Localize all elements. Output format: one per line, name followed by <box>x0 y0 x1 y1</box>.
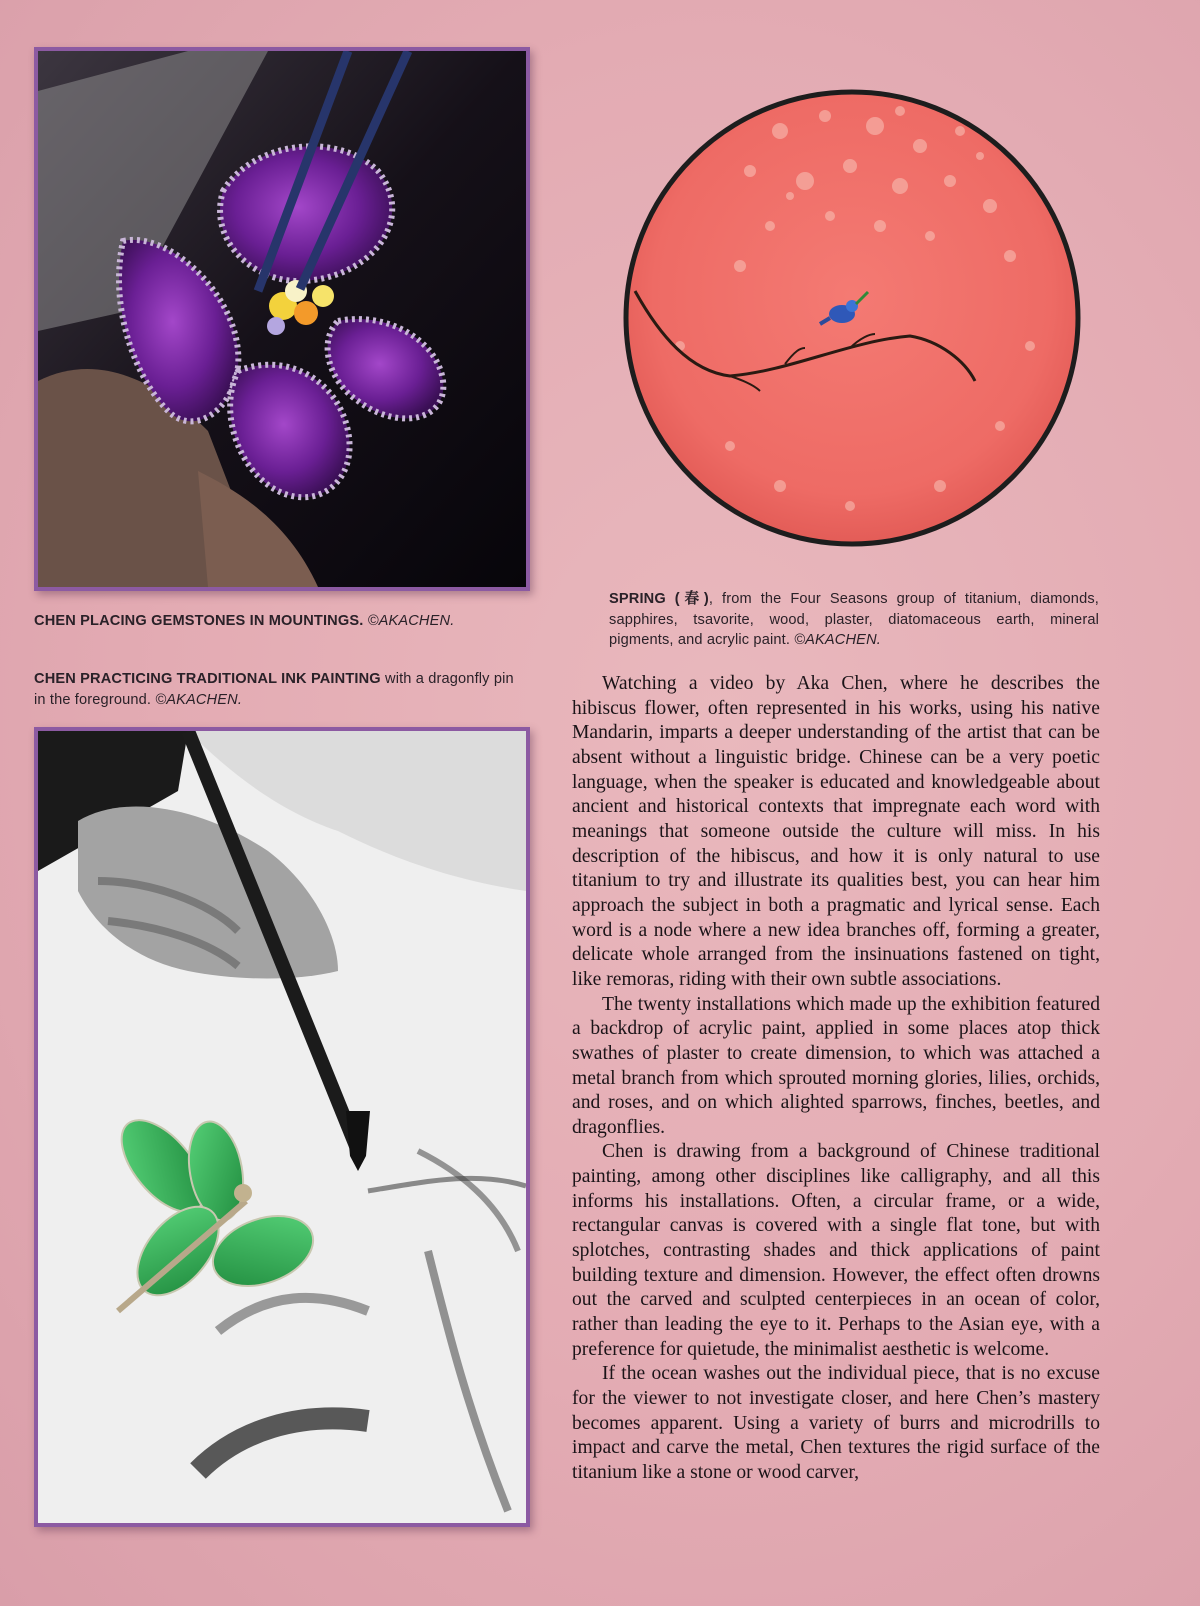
photo-credit: ©AKACHEN. <box>367 613 455 629</box>
article-paragraph: If the ocean washes out the individual piece, that is no excuse for the viewer to not investigate closer, and here Chen’s mastery becomes apparent. Using a variety of burrs and microdrills to impact and carve the metal, Chen textures the rigid surface of the titanium like a stone or wood carver, <box>572 1363 1100 1483</box>
caption-lead: CHEN PRACTICING TRADITIONAL INK PAINTING <box>34 671 381 687</box>
article-body <box>572 672 1100 1486</box>
article-paragraph: Watching a video by Aka Chen, where he describes the hibiscus flower, often represented in his works, using his native Mandarin, imparts a deeper understanding of the artist that can be absent without a linguistic bridge. Chinese can be a very poetic language, when the speaker is educated and knowledgeable about ancient and historical contexts that impregnate each word with meanings that someone outside the culture will miss. In his description of the hibiscus, and how it is only natural to use titanium to try and illustrate its qualities best, you can hear him approach the subject in both a pragmatic and lyrical sense. Each word is a node where a new idea branches off, forming a greater, delicate whole arranged from the insinuations fastened on tight, like remoras, riding with their own subtle associations. <box>572 673 1100 990</box>
ink-painting-photo-caption <box>34 669 529 710</box>
article-paragraph: The twenty installations which made up the exhibition featured a backdrop of acrylic paint, applied in some places atop thick swathes of plaster to create dimension, to which was attached a metal branch from which sprouted morning glories, lilies, orchids, and roses, and on which alighted sparrows, finches, beetles, and dragonflies. <box>572 993 1100 1138</box>
caption-body: , from the Four Seasons group of titanium, diamonds, sapphires, tsavorite, wood, plaster, diatomaceous earth, mineral pigments, and acrylic paint. <box>609 591 1099 648</box>
caption-lead: SPRING (春) <box>609 591 709 607</box>
caption-lead: CHEN PLACING GEMSTONES IN MOUNTINGS. <box>34 613 364 629</box>
gemstone-mounting-illustration <box>38 51 526 587</box>
article-paragraph: Chen is drawing from a background of Chinese traditional painting, among other disciplines like calligraphy, and all this informs his installations. Often, a circular frame, or a wide, rectangular canvas is covered with a single flat tone, but with splotches, contrasting shades and thick applications of paint building texture and dimension. However, the effect often drowns out the carved and sculpted centerpieces in an ocean of color, rather than leading the eye to it. Perhaps to the Asian eye, with a preference for quietude, the minimalist aesthetic is welcome. <box>572 1141 1100 1360</box>
photo-credit: ©AKACHEN. <box>155 691 243 708</box>
spring-artwork-caption <box>609 589 1099 651</box>
spring-artwork-plate <box>620 86 1084 550</box>
photo-credit: ©AKACHEN. <box>794 632 881 648</box>
ink-painting-photo <box>34 727 530 1527</box>
gemstone-photo-caption <box>34 611 534 632</box>
spring-artwork-illustration <box>620 86 1084 550</box>
ink-painting-illustration <box>38 731 526 1523</box>
gemstone-mounting-photo <box>34 47 530 591</box>
caption-body: with a dragonfly pin in the foreground. <box>34 671 514 708</box>
